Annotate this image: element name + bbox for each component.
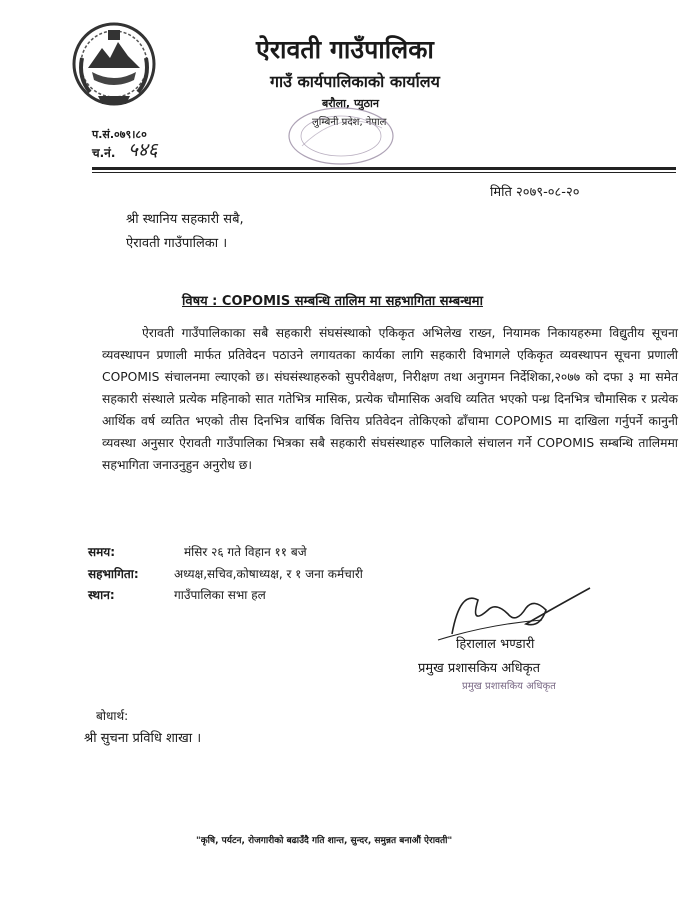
office-province: लुम्बिनी प्रदेश, नेपाल <box>312 117 387 128</box>
letter-subject: विषय : COPOMIS सम्बन्धि तालिम मा सहभागिता सम्बन्धमा <box>182 294 483 309</box>
office-round-stamp-icon <box>282 98 400 168</box>
detail-label-venue: स्थान: <box>88 588 115 602</box>
letter-body <box>102 322 678 476</box>
recipient-line-2: ऐरावती गाउँपालिका । <box>126 236 228 251</box>
detail-value-participants: अध्यक्ष,सचिव,कोषाध्यक्ष, र १ जना कर्मचारी <box>174 567 363 581</box>
office-subtitle: गाउँ कार्यपालिकाको कार्यालय <box>270 72 440 91</box>
signatory-name: हिरालाल भण्डारी <box>456 637 535 652</box>
office-location: बरौला, प्युठान <box>322 97 379 110</box>
municipality-title: ऐरावती गाउँपालिका <box>256 35 434 64</box>
fiscal-reference: प.सं.०७९।८० <box>92 128 147 141</box>
recipient-line-1: श्री स्थानिय सहकारी सबै, <box>126 212 244 227</box>
detail-value-venue: गाउँपालिका सभा हल <box>174 588 266 602</box>
detail-value-time: मंसिर २६ गते विहान ११ बजे <box>184 545 307 559</box>
signatory-stamp: प्रमुख प्रशासकिय अधिकृत <box>462 681 556 692</box>
detail-label-participants: सहभागिता: <box>88 567 139 581</box>
letter-body-text: ऐरावती गाउँपालिकाका सबै सहकारी संघसंस्थाको एकिकृत अभिलेख राख्न, नियामक निकायहरुमा विद्युतीय सूचना व्यवस्थापन प्रणाली मार्फत प्रतिवेदन पठाउने लगायतका कार्यका लागि सहकारी विभागले एकिकृत व्यवस्थापन सूचना प्रणाली COPOMIS संचालनमा ल्याएको छ। संघसंस्थाहरुको सुपरीवेक्षण, निरीक्षण तथा अनुगमन निर्देशिका,२०७७ को दफा ३ मा समेत सहकारी संस्थाले प्रत्येक महिनाको सात गतेभित्र मासिक, प्रत्येक चौमासिक अवधि व्यतित भएको पन्ध्र दिनभित्र चौमासिक र प्रत्येक आर्थिक वर्ष व्यतित भएको तीस दिनभित्र वार्षिक वित्तिय प्रतिवेदन तोकिएको ढाँचामा COPOMIS मा दाखिला गर्नुपर्ने कानुनी व्यवस्था अनुसार ऐरावती गाउँपालिका भित्रका सबै सहकारी संघसंस्थाहरु पालिकाले संचालन गर्ने COPOMIS सम्बन्धि तालिममा सहभागिता जनाउनुहुन अनुरोध छ। <box>102 326 678 472</box>
chalan-number: ५४६ <box>128 139 158 161</box>
cc-recipient: श्री सुचना प्रविधि शाखा । <box>84 731 202 746</box>
cc-label: बोधार्थ: <box>96 709 129 723</box>
letter-date: मिति २०७९-०८-२० <box>490 185 580 200</box>
nepal-government-emblem-icon <box>68 18 160 110</box>
header-divider <box>92 167 676 170</box>
detail-label-time: समय: <box>88 545 116 559</box>
footer-slogan: "कृषि, पर्यटन, रोजगारीको बढाउँदै गति शान्त, सुन्दर, समुन्नत बनाऔं ऐरावती" <box>196 836 453 846</box>
header-divider-thin <box>92 172 676 173</box>
chalan-label: च.नं. <box>92 146 116 160</box>
signatory-title: प्रमुख प्रशासकिय अधिकृत <box>418 661 541 676</box>
